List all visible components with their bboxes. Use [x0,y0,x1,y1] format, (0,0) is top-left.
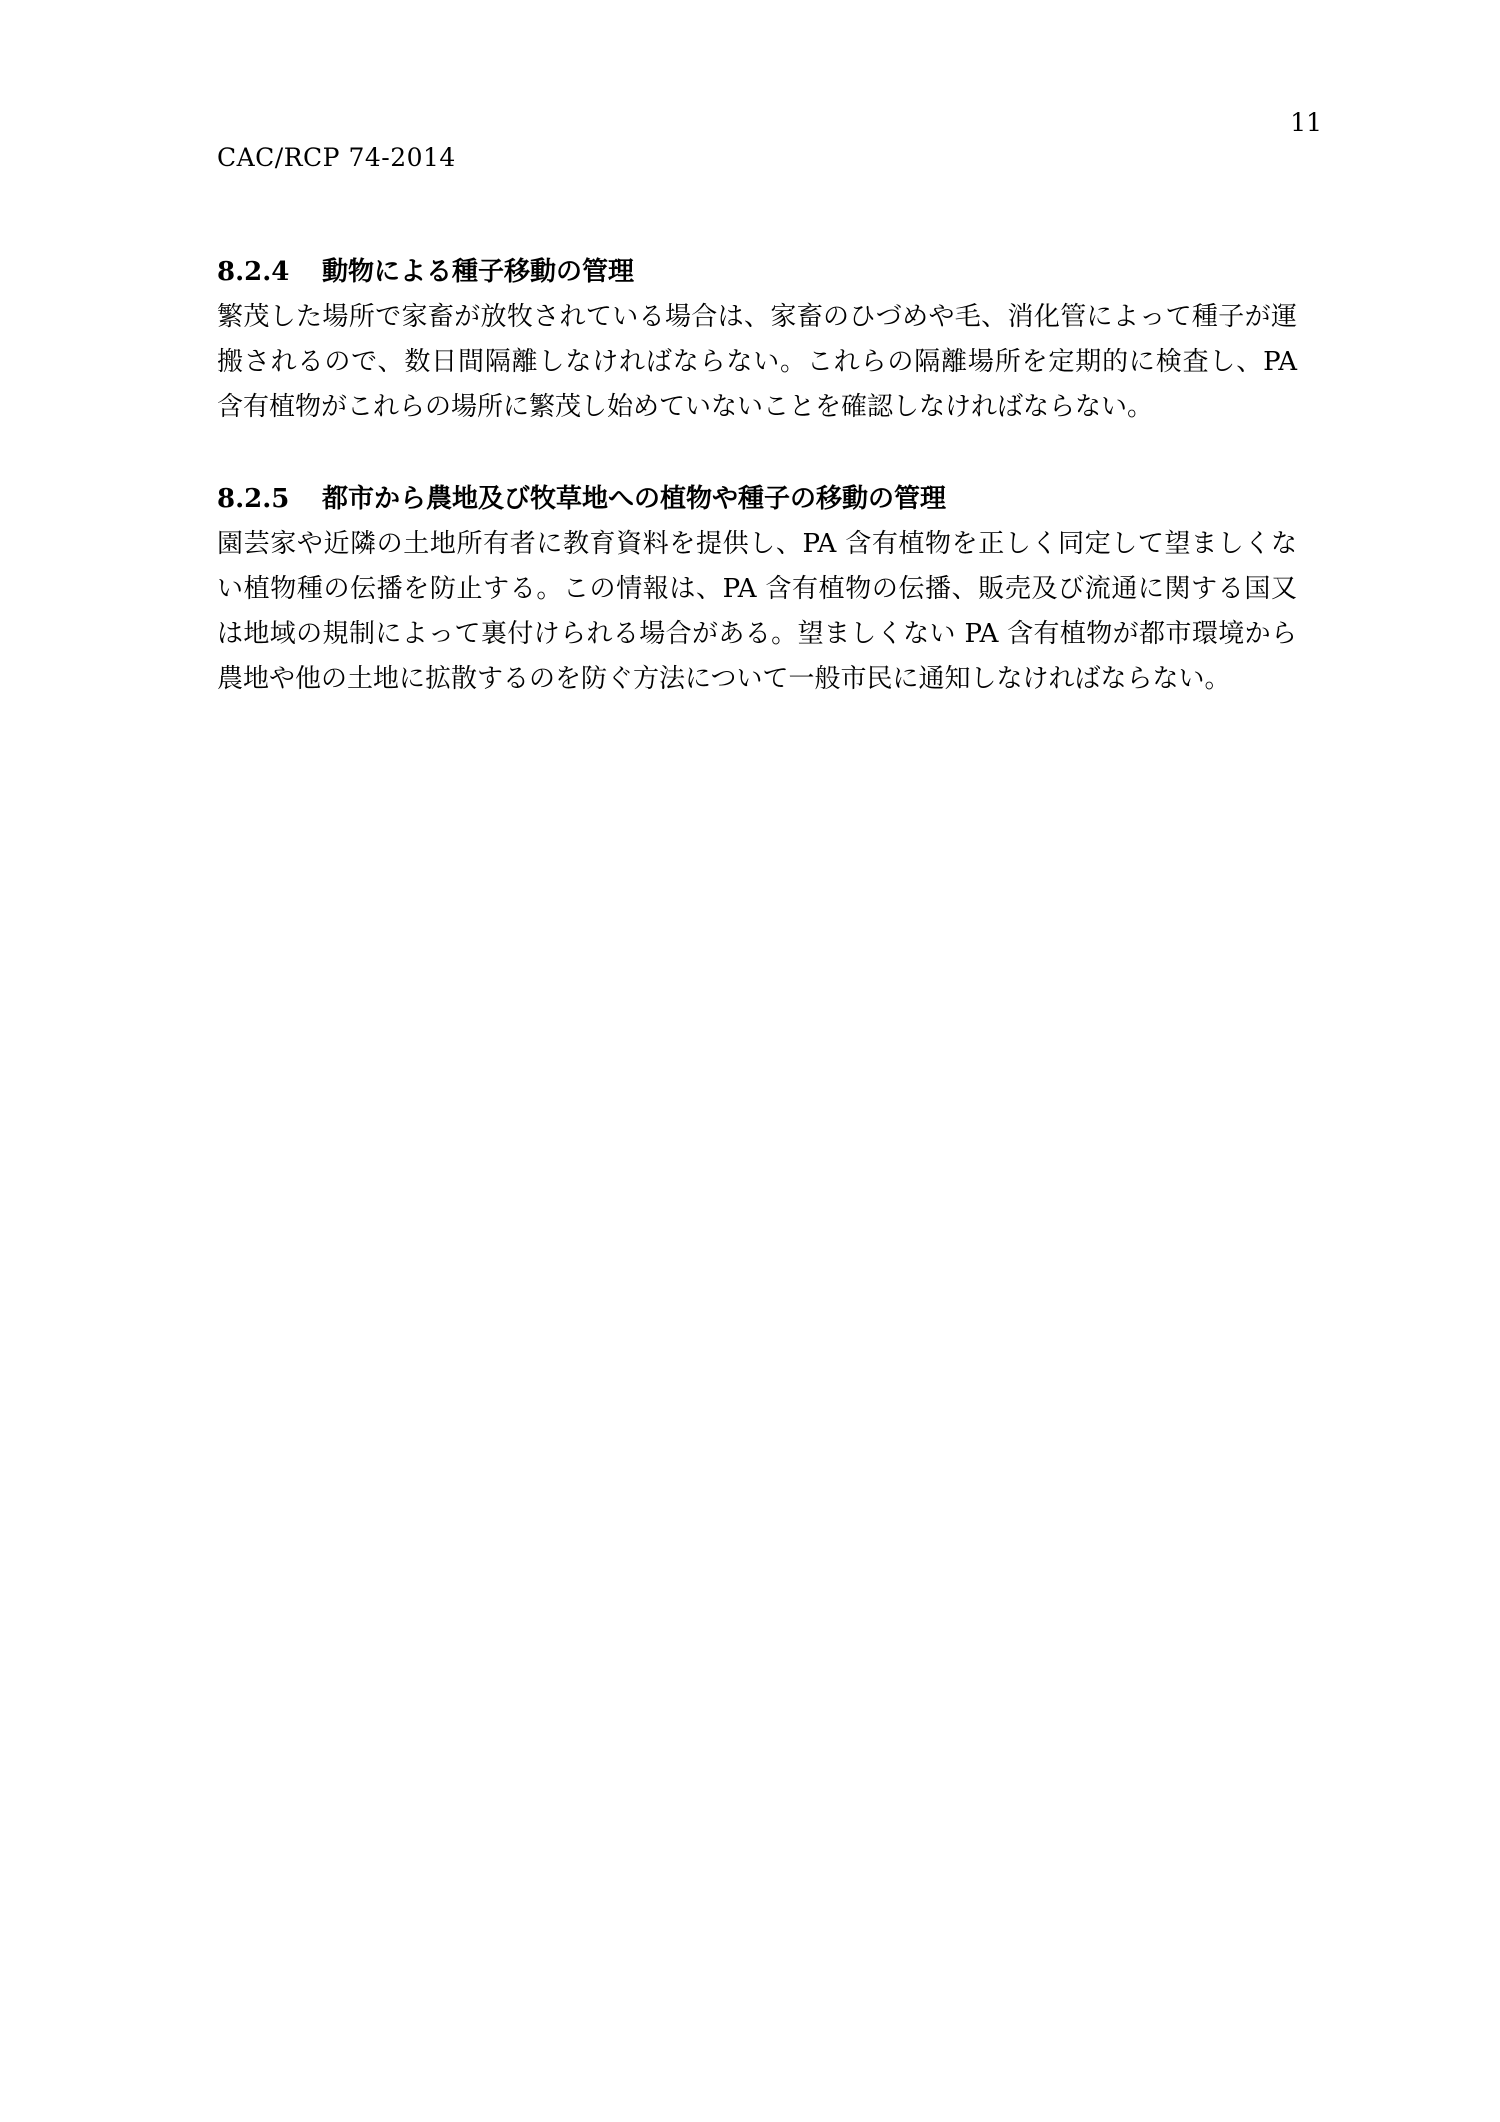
section-title: 都市から農地及び牧草地への植物や種子の移動の管理 [322,484,947,514]
page-number: 11 [1290,108,1322,137]
document-code: CAC/RCP 74-2014 [217,143,456,172]
section-title: 動物による種子移動の管理 [322,257,635,287]
section-heading [217,480,1297,518]
section-heading [217,253,1297,291]
section-paragraph: 繁茂した場所で家畜が放牧されている場合は、家畜のひづめや毛、消化管によって種子が運搬されるので、数日間隔離しなければならない。これらの隔離場所を定期的に検査し、PA 含有植物がこれらの場所に繁茂し始めていないことを確認しなければならない。 [217,302,1297,422]
section-8-2-4 [217,253,1297,430]
document-body [217,253,1297,702]
section-8-2-5 [217,480,1297,702]
section-paragraph: 園芸家や近隣の土地所有者に教育資料を提供し、PA 含有植物を正しく同定して望ましくない植物種の伝播を防止する。この情報は、PA 含有植物の伝播、販売及び流通に関する国又は地域の規制によって裏付けられる場合がある。望ましくない PA 含有植物が都市環境から農地や他の土地に拡散するのを防ぐ方法について一般市民に通知しなければならない。 [217,529,1297,694]
section-number: 8.2.4 [217,257,290,287]
section-number: 8.2.5 [217,484,290,514]
